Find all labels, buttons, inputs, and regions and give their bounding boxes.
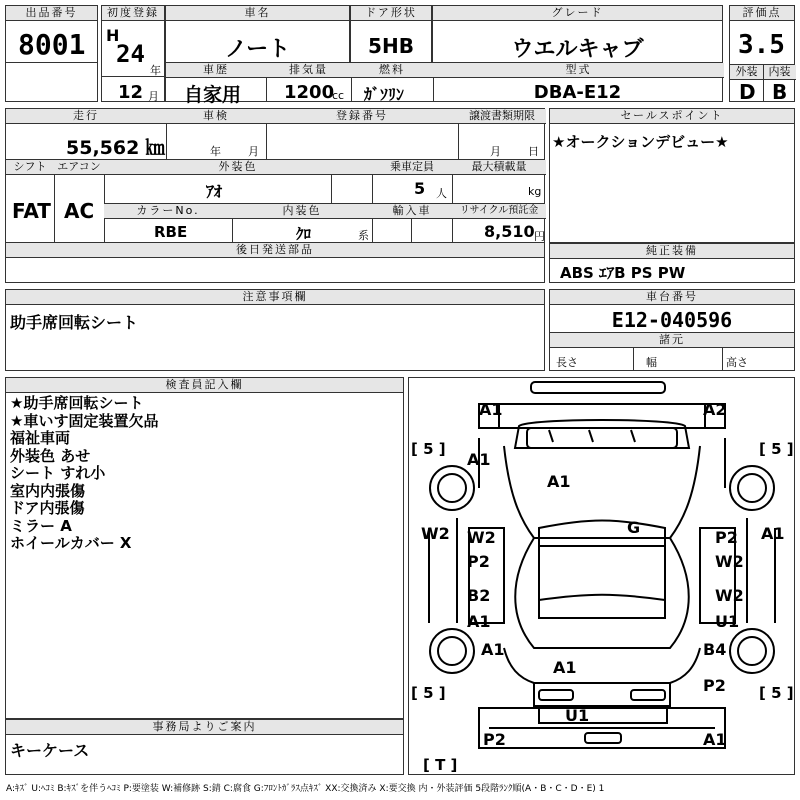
insp-month-unit: 月 [248, 145, 259, 158]
damage-mark: A1 [479, 400, 503, 419]
reg-date-box [101, 5, 165, 102]
grade: ウエルキャブ [511, 37, 644, 62]
specs-label: 諸元 [550, 333, 794, 348]
capacity-label: 乗車定員 [372, 160, 452, 175]
import-label: 輸入車 [372, 204, 452, 219]
year-unit: 年 [150, 64, 161, 77]
damage-mark: A1 [547, 472, 571, 491]
damage-mark: A1 [761, 524, 785, 543]
width-label: 幅 [646, 356, 657, 369]
colorno-label: カラーNo. [104, 204, 232, 219]
history: 自家用 [184, 84, 242, 106]
lot-label: 出品番号 [6, 6, 97, 21]
door-box [350, 5, 432, 65]
office-box [5, 719, 404, 775]
inspector-line: ドア内張傷 [10, 499, 85, 517]
load-label: 最大積載量 [452, 160, 546, 175]
damage-mark: P2 [703, 676, 726, 695]
sales-point-box [549, 108, 795, 243]
exterior-color: ｱｵ [206, 182, 223, 201]
inspector-line: 外装色 あせ [10, 447, 91, 465]
length-label: 長さ [556, 356, 578, 369]
grade-box [432, 5, 723, 65]
reg-month: 12 [118, 82, 144, 103]
displacement: 1200 [284, 82, 335, 103]
damage-mark: B4 [703, 640, 727, 659]
damage-mark: A1 [703, 730, 727, 749]
grade-label: グレード [433, 6, 722, 21]
inspector-line: ★車いす固定装置欠品 [10, 412, 159, 430]
car-name-box [165, 5, 350, 65]
inspector-line: 福祉車両 [10, 429, 71, 447]
sales-point-label: セールスポイント [550, 109, 794, 124]
recycle-unit: 円 [534, 230, 545, 243]
transfer-month-unit: 月 [490, 145, 501, 158]
intcolor-label: 内装色 [232, 204, 372, 219]
damage-mark: W2 [467, 528, 496, 547]
recycle-label: リサイクル預託金 [452, 204, 546, 219]
insp-year-unit: 年 [210, 145, 221, 158]
lot-number: 8001 [18, 28, 86, 61]
transfer-day-unit: 日 [528, 145, 539, 158]
equipment-box [549, 243, 795, 283]
history-label: 車歴 [166, 63, 266, 78]
damage-mark: U1 [565, 706, 590, 725]
ac: AC [64, 199, 95, 223]
caution-text: 助手席回転シート [10, 313, 139, 332]
damage-mark: A2 [703, 400, 727, 419]
mileage: 55,562 ㎞ [66, 137, 165, 159]
fuel-label: 燃料 [351, 63, 433, 78]
door-label: ドア形状 [351, 6, 431, 21]
color-number: RBE [154, 223, 188, 241]
disp-label: 排気量 [266, 63, 351, 78]
shift: FAT [12, 199, 51, 223]
damage-mark: A1 [467, 612, 491, 631]
damage-mark: A1 [467, 450, 491, 469]
damage-mark: W2 [421, 524, 450, 543]
model-label: 型式 [433, 63, 724, 78]
ext-grade: D [739, 80, 756, 104]
ext-label: 外装 [730, 65, 763, 80]
office-label: 事務局よりご案内 [6, 720, 403, 735]
history-row [165, 62, 723, 106]
car-name: ノート [224, 37, 291, 62]
equipment: ABS ｴｱB PS PW [560, 264, 686, 282]
tire-mark: [ 5 ] [411, 440, 446, 458]
caution-box [5, 289, 545, 371]
damage-legend: A:ｷｽﾞ U:ﾍｺﾐ B:ｷｽﾞを伴うﾍｺﾐ P:要塗装 W:補修跡 S:錆 C:腐食 G:ﾌﾛﾝﾄｶﾞﾗｽ点ｷｽﾞ XX:交換済み X:要交換 内・外装評価 5段階ﾗﾝｸ順(A・B・C・D・E) 1 [6, 784, 605, 794]
sales-point: ★オークションデビュー★ [552, 133, 729, 151]
inspection-label: 車検 [166, 109, 266, 124]
inspector-box [5, 377, 404, 719]
month-unit: 月 [148, 90, 159, 103]
score-box [729, 5, 795, 102]
damage-mark: W2 [715, 586, 744, 605]
damage-mark: P2 [483, 730, 506, 749]
era: H [106, 26, 120, 45]
color-label: 外装色 [104, 160, 372, 175]
damage-mark: B2 [467, 586, 491, 605]
inspector-line: ★助手席回転シート [10, 394, 144, 412]
damage-mark: W2 [715, 552, 744, 571]
car-outline [409, 378, 796, 776]
inspector-line: ホイールカバー X [10, 534, 132, 552]
shift-label: シフト [6, 160, 54, 175]
spec-block [5, 108, 545, 283]
disp-unit: cc [332, 89, 345, 102]
int-label: 内装 [763, 65, 796, 80]
recycle-fee: 8,510 [484, 222, 535, 241]
damage-mark: A1 [481, 640, 505, 659]
inspector-line: シート すれ小 [10, 464, 106, 482]
tire-mark: [ 5 ] [759, 440, 794, 458]
chassis-number: E12-040596 [611, 308, 733, 332]
spare-tire-mark: [ T ] [423, 756, 458, 774]
inspector-line: 室内内張傷 [10, 482, 86, 500]
height-label: 高さ [726, 356, 748, 369]
reg-no-label: 登録番号 [266, 109, 458, 124]
chassis-label: 車台番号 [550, 290, 794, 305]
mileage-label: 走行 [6, 109, 166, 124]
damage-mark: U1 [715, 612, 740, 631]
fuel: ｶﾞｿﾘﾝ [364, 85, 405, 104]
car-diagram [408, 377, 795, 775]
interior-color: ｸﾛ [296, 225, 312, 243]
door-type: 5HB [368, 34, 414, 58]
intcolor-unit: 系 [358, 229, 369, 242]
chassis-box [549, 289, 795, 371]
model-code: DBA-E12 [533, 82, 622, 103]
damage-mark: P2 [467, 552, 490, 571]
inspector-line: ミラー A [10, 517, 72, 535]
score: 3.5 [738, 30, 785, 60]
caution-label: 注意事項欄 [6, 290, 544, 305]
inspector-label: 検査員記入欄 [6, 378, 403, 393]
tire-mark: [ 5 ] [759, 684, 794, 702]
damage-mark: A1 [553, 658, 577, 677]
later-parts-label: 後日発送部品 [6, 243, 544, 258]
int-grade: B [772, 80, 788, 104]
capacity: 5 [414, 179, 426, 198]
first-reg-label: 初度登録 [102, 6, 164, 21]
damage-mark: G [627, 518, 641, 537]
score-label: 評価点 [730, 6, 794, 21]
ac-label: エアコン [54, 160, 104, 175]
tire-mark: [ 5 ] [411, 684, 446, 702]
capacity-unit: 人 [436, 187, 447, 200]
equipment-label: 純正装備 [550, 244, 794, 259]
lot-box [5, 5, 98, 102]
load-unit: kg [528, 185, 542, 198]
car-name-label: 車名 [166, 6, 349, 21]
transfer-label: 譲渡書類期限 [458, 109, 546, 124]
reg-year: 24 [116, 40, 145, 68]
office-text: キーケース [10, 741, 90, 760]
damage-mark: P2 [715, 528, 738, 547]
